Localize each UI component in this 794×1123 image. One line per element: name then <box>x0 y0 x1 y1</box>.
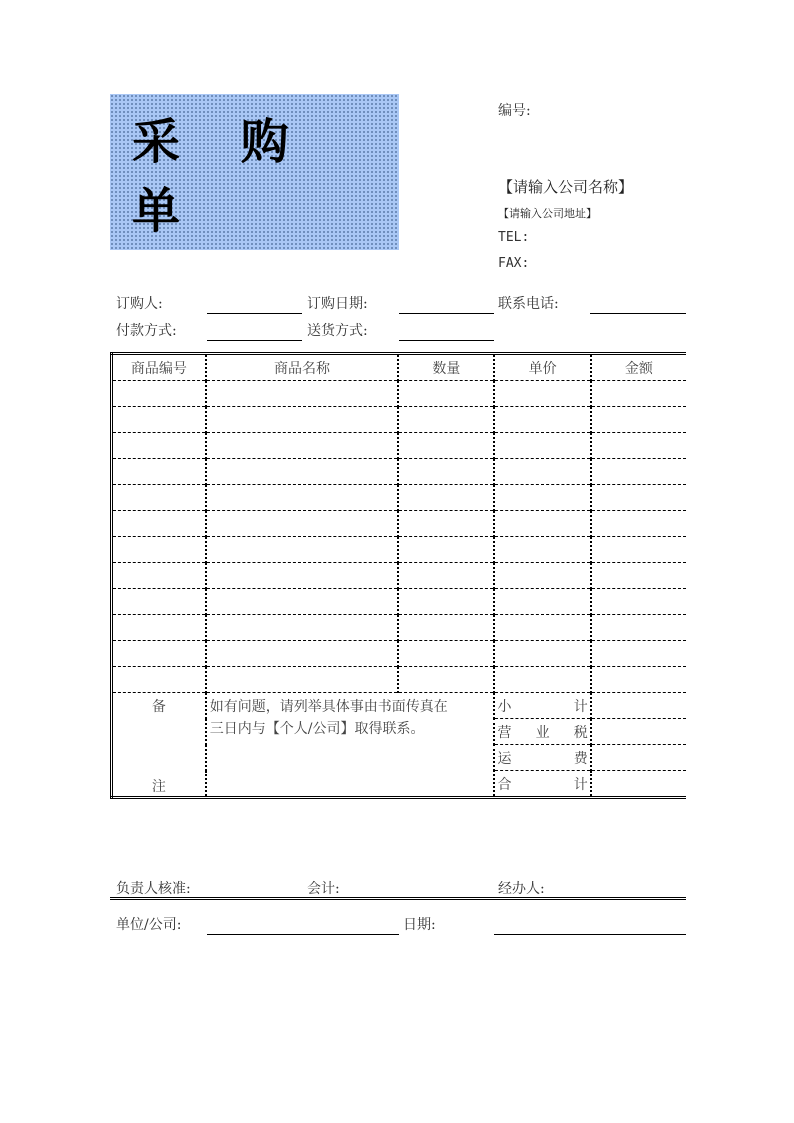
cell-amount[interactable] <box>591 563 686 589</box>
cell-amount[interactable] <box>591 381 686 407</box>
cell-item-name[interactable] <box>206 381 399 407</box>
phone-label: 联系电话: <box>498 296 559 312</box>
cell-unit-price[interactable] <box>494 381 590 407</box>
order-date-field[interactable] <box>399 313 494 314</box>
cell-unit-price[interactable] <box>494 433 590 459</box>
cell-unit-price[interactable] <box>494 537 590 563</box>
cell-unit-price[interactable] <box>494 589 590 615</box>
cell-item-name[interactable] <box>206 537 399 563</box>
cell-item-name[interactable] <box>206 511 399 537</box>
cell-amount[interactable] <box>591 641 686 667</box>
remark-label-top: 备 <box>151 699 166 715</box>
summary-label-char: 小 <box>497 698 512 715</box>
table-row <box>112 485 687 511</box>
cell-unit-price[interactable] <box>494 615 590 641</box>
summary-label-char: 运 <box>497 750 512 767</box>
cell-quantity[interactable] <box>398 485 494 511</box>
cell-amount[interactable] <box>591 615 686 641</box>
cell-amount[interactable] <box>591 667 686 693</box>
summary-label-char: 业 <box>535 724 550 741</box>
table-row <box>112 511 687 537</box>
page-title: 采 购 单 <box>132 114 311 239</box>
summary-label <box>494 719 590 745</box>
cell-quantity[interactable] <box>398 563 494 589</box>
cell-unit-price[interactable] <box>494 511 590 537</box>
cell-quantity[interactable] <box>398 589 494 615</box>
cell-quantity[interactable] <box>398 511 494 537</box>
table-row <box>112 459 687 485</box>
cell-amount[interactable] <box>591 433 686 459</box>
signature-divider <box>110 897 686 900</box>
order-date-label: 订购日期: <box>307 296 368 312</box>
summary-value[interactable] <box>591 771 686 798</box>
remark-text-line2: 三日内与【个人/公司】取得联系。 <box>209 721 425 737</box>
date-field[interactable] <box>494 934 686 935</box>
cell-quantity[interactable] <box>398 537 494 563</box>
tel-label: TEL: <box>498 230 530 245</box>
table-header-row <box>112 354 687 381</box>
cell-quantity[interactable] <box>398 433 494 459</box>
table-row <box>112 563 687 589</box>
table-row <box>112 641 687 667</box>
summary-label-char: 费 <box>573 750 588 767</box>
payment-label: 付款方式: <box>116 323 177 339</box>
table-row <box>112 615 687 641</box>
cell-item-name[interactable] <box>206 433 399 459</box>
cell-item-name[interactable] <box>206 615 399 641</box>
cell-unit-price[interactable] <box>494 641 590 667</box>
order-table <box>110 352 686 799</box>
header-item-name: 商品名称 <box>206 354 399 381</box>
cell-amount[interactable] <box>591 485 686 511</box>
table-row <box>112 667 687 693</box>
cell-item-code[interactable] <box>112 667 206 693</box>
cell-item-code[interactable] <box>112 407 206 433</box>
summary-label-char: 合 <box>497 776 512 793</box>
cell-quantity[interactable] <box>398 459 494 485</box>
cell-amount[interactable] <box>591 537 686 563</box>
date-label: 日期: <box>403 917 436 933</box>
header-item-code: 商品编号 <box>112 354 206 381</box>
title-box <box>110 94 399 250</box>
summary-label <box>494 745 590 771</box>
table-row <box>112 537 687 563</box>
company-field[interactable] <box>207 934 399 935</box>
cell-item-name[interactable] <box>206 563 399 589</box>
cell-amount[interactable] <box>591 407 686 433</box>
cell-unit-price[interactable] <box>494 667 590 693</box>
cell-amount[interactable] <box>591 589 686 615</box>
summary-label <box>494 693 590 719</box>
cell-item-name[interactable] <box>206 407 399 433</box>
cell-quantity[interactable] <box>398 407 494 433</box>
cell-item-name[interactable] <box>206 485 399 511</box>
cell-quantity[interactable] <box>398 641 494 667</box>
company-address[interactable]: 【请输入公司地址】 <box>498 207 597 220</box>
number-label: 编号: <box>498 103 531 119</box>
table-row <box>112 407 687 433</box>
header-quantity: 数量 <box>398 354 494 381</box>
cell-amount[interactable] <box>591 511 686 537</box>
remark-text[interactable] <box>206 693 495 798</box>
summary-value[interactable] <box>591 719 686 745</box>
cell-amount[interactable] <box>591 459 686 485</box>
cell-item-code[interactable] <box>112 589 206 615</box>
summary-label-char: 计 <box>573 776 588 793</box>
cell-quantity[interactable] <box>398 381 494 407</box>
delivery-label: 送货方式: <box>307 323 368 339</box>
cell-item-code[interactable] <box>112 433 206 459</box>
cell-item-code[interactable] <box>112 563 206 589</box>
header-unit-price: 单价 <box>494 354 590 381</box>
cell-item-name[interactable] <box>206 667 399 693</box>
cell-item-code[interactable] <box>112 615 206 641</box>
header-amount: 金额 <box>591 354 686 381</box>
company-name[interactable]: 【请输入公司名称】 <box>498 178 634 196</box>
cell-item-name[interactable] <box>206 641 399 667</box>
cell-quantity[interactable] <box>398 615 494 641</box>
cell-unit-price[interactable] <box>494 563 590 589</box>
cell-unit-price[interactable] <box>494 485 590 511</box>
approver-label: 负责人核准: <box>116 881 191 897</box>
buyer-field[interactable] <box>207 313 302 314</box>
fax-label: FAX: <box>498 256 530 271</box>
buyer-label: 订购人: <box>116 296 163 312</box>
summary-value[interactable] <box>591 693 686 719</box>
summary-label-char: 计 <box>573 698 588 715</box>
summary-label-char: 营 <box>497 724 512 741</box>
cell-item-name[interactable] <box>206 589 399 615</box>
cell-item-code[interactable] <box>112 537 206 563</box>
summary-label-char: 税 <box>573 724 588 741</box>
cell-item-code[interactable] <box>112 485 206 511</box>
company-label: 单位/公司: <box>116 917 182 933</box>
summary-value[interactable] <box>591 745 686 771</box>
cell-item-code[interactable] <box>112 511 206 537</box>
cell-item-name[interactable] <box>206 459 399 485</box>
handler-label: 经办人: <box>498 881 545 897</box>
cell-unit-price[interactable] <box>494 459 590 485</box>
summary-row <box>112 693 687 719</box>
summary-label <box>494 771 590 798</box>
cell-unit-price[interactable] <box>494 407 590 433</box>
cell-item-code[interactable] <box>112 641 206 667</box>
table-row <box>112 381 687 407</box>
cell-quantity[interactable] <box>398 667 494 693</box>
table-row <box>112 589 687 615</box>
remark-text-line1: 如有问题，请列举具体事由书面传真在 <box>209 699 448 715</box>
remark-label-bottom: 注 <box>151 779 166 795</box>
remark-label <box>112 693 206 798</box>
cell-item-code[interactable] <box>112 459 206 485</box>
delivery-field[interactable] <box>399 340 494 341</box>
payment-field[interactable] <box>207 340 302 341</box>
phone-field[interactable] <box>590 313 686 314</box>
cell-item-code[interactable] <box>112 381 206 407</box>
accountant-label: 会计: <box>307 881 340 897</box>
table-row <box>112 433 687 459</box>
